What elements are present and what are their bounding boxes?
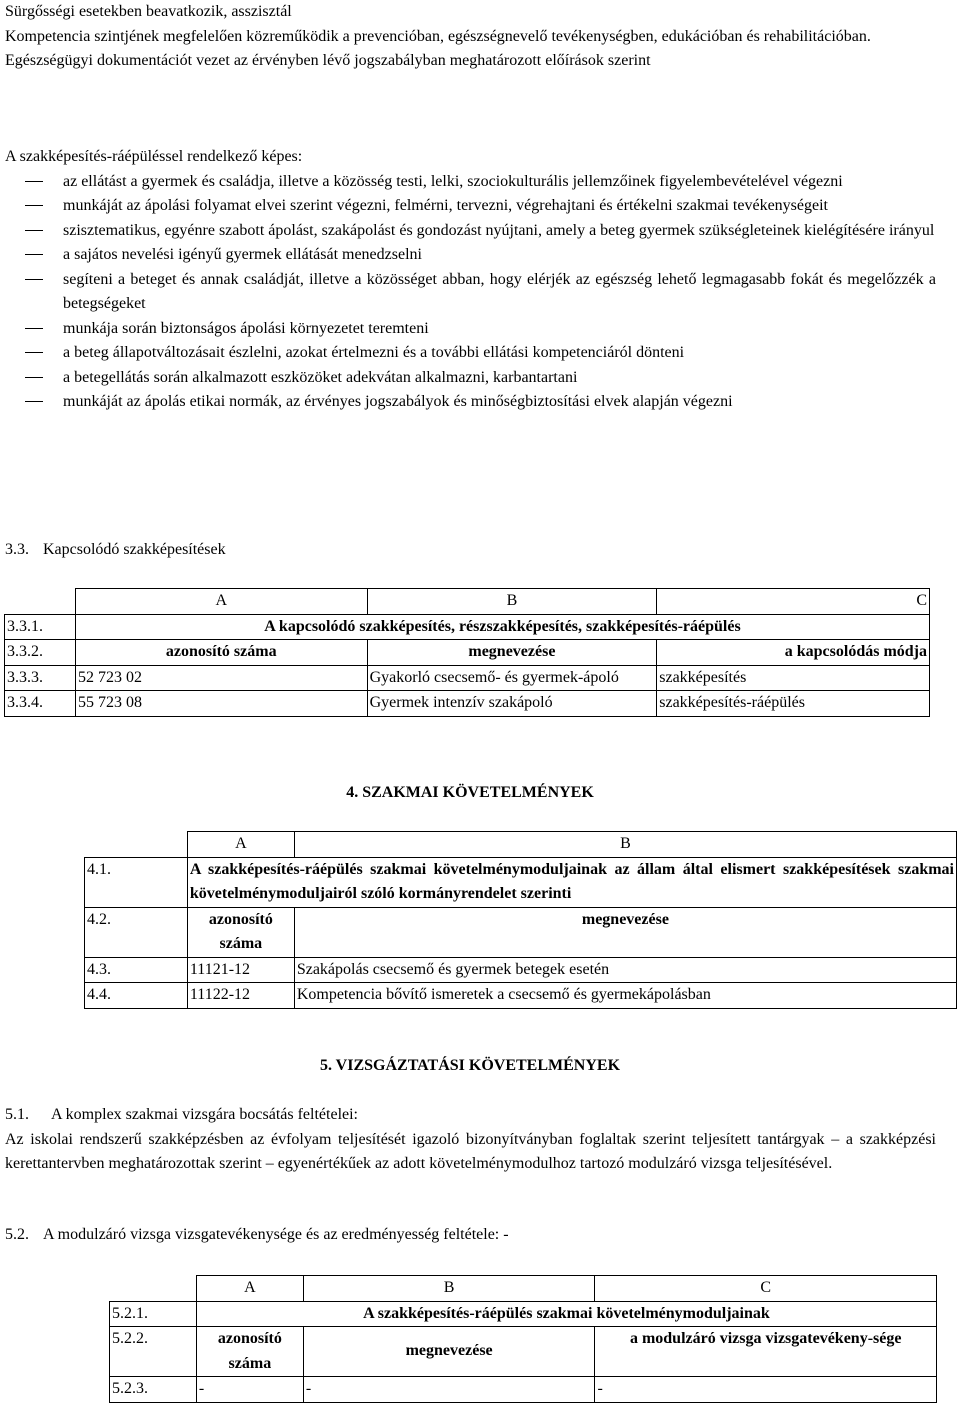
table-row: 4.4. 11122-12 Kompetencia bővítő ismeretek a csecsemő és gyermekápolásban <box>85 983 957 1009</box>
list-item: a sajátos nevelési igényű gyermek ellátását menedzselni <box>5 243 936 268</box>
col-header-b: B <box>367 589 657 615</box>
table-row: 3.3.2. azonosító száma megnevezése a kapcsolódás módja <box>5 640 930 666</box>
table-row: 5.2.3. - - - <box>110 1377 937 1403</box>
intro-line-1: Sürgősségi esetekben beavatkozik, asszisztál <box>5 3 292 20</box>
capable-heading: A szakképesítés-ráépüléssel rendelkező képes: <box>5 148 303 165</box>
capable-section <box>5 145 936 415</box>
table-row: 4.2. azonosító száma megnevezése <box>85 907 957 957</box>
list-item: munkája során biztonságos ápolási környezetet teremteni <box>5 317 936 342</box>
table-header-row <box>5 589 930 615</box>
list-item: az ellátást a gyermek és családja, illetve a közösség testi, lelki, szociokulturális jellemzőinek figyelembevételével végezni <box>5 170 936 195</box>
table-header-row: A B C <box>110 1276 937 1302</box>
table-row: 3.3.1. A kapcsolódó szakképesítés, részszakképesítés, szakképesítés-ráépülés <box>5 614 930 640</box>
col-header-c: C <box>657 589 930 615</box>
col-header-a: A <box>75 589 367 615</box>
list-item: munkáját az ápolás etikai normák, az érvényes jogszabályok és minőségbiztosítási elvek alapján végezni <box>5 390 936 415</box>
related-qualifications-table <box>4 588 930 717</box>
section-5-heading: 5. VIZSGÁZTATÁSI KÖVETELMÉNYEK <box>319 1057 621 1074</box>
table-row: 3.3.3. 52 723 02 Gyakorló csecsemő- és gyermek-ápoló szakképesítés <box>5 665 930 691</box>
capable-list <box>5 170 936 415</box>
list-item: a beteg állapotváltozásait észlelni, azokat értelmezni és a további ellátási kompetenciáról dönteni <box>5 341 936 366</box>
list-item: segíteni a beteget és annak családját, illetve a közösséget abban, hogy elérjék az egészség lehető legmagasabb fokát és megelőzzék a betegségeket <box>5 268 936 317</box>
table-row: 4.1. A szakképesítés-ráépülés szakmai követelménymoduljainak az állam által elismert szakképesítések szakmai követelménymoduljairól szóló kormányrendelet szerinti <box>85 857 957 907</box>
table-row: 5.2.2. azonosító száma megnevezése a modulzáró vizsga vizsgatevékeny-sége <box>110 1327 937 1377</box>
intro-line-3: Egészségügyi dokumentációt vezet az érvényben lévő jogszabályban meghatározott előírások szerint <box>5 52 651 69</box>
list-item: szisztematikus, egyénre szabott ápolást, szakápolást és gondozást nyújtani, amely a beteg gyermek szükségleteinek kielégítésére irányul <box>5 219 936 244</box>
section-5-1-text: Az iskolai rendszerű szakképzésben az évfolyam teljesítését igazoló bizonyítványban foglaltak szerint teljesített tantárgyak – a szakképzési kerettantervben meghatározottak szerint – egyenértékűek az adott követelménymodulhoz tartozó modulzáró vizsga teljesítésével. <box>5 1130 936 1172</box>
list-item: munkáját az ápolási folyamat elvei szerint végezni, felmérni, tervezni, végrehajtani és értékelni szakmai tevékenységeit <box>5 194 936 219</box>
section-5-2: 5.2. A modulzáró vizsga vizsgatevékenysége és az eredményesség feltétele: - <box>5 1226 509 1243</box>
table-row: 4.3. 11121-12 Szakápolás csecsemő és gyermek betegek esetén <box>85 957 957 983</box>
module-exam-table <box>109 1275 937 1403</box>
section-3-3-heading: 3.3. Kapcsolódó szakképesítések <box>5 541 226 558</box>
intro-line-2: Kompetencia szintjének megfelelően közreműködik a prevencióban, egészségnevelő tevékenységben, edukációban és rehabilitációban. <box>5 27 871 45</box>
table-row: 3.3.4. 55 723 08 Gyermek intenzív szakápoló szakképesítés-ráépülés <box>5 691 930 717</box>
professional-requirements-table <box>84 831 957 1009</box>
table-header-row: A B <box>85 832 957 858</box>
intro-text <box>5 0 936 74</box>
section-4-heading: 4. SZAKMAI KÖVETELMÉNYEK <box>346 784 594 801</box>
section-5-1: 5.1. A komplex szakmai vizsgára bocsátás feltételei: Az iskolai rendszerű szakképzésben az évfolyam teljesítését igazoló bizonyítványban foglaltak szerint teljesített tantárgyak – a szakképzési kerettantervben meghatározottak szerint – egyenértékűek az adott követelménymodulhoz tartozó modulzáró vizsga teljesítésével. <box>5 1103 936 1177</box>
list-item: a betegellátás során alkalmazott eszközöket adekvátan alkalmazni, karbantartani <box>5 366 936 391</box>
table-row: 5.2.1. A szakképesítés-ráépülés szakmai követelménymoduljainak <box>110 1301 937 1327</box>
